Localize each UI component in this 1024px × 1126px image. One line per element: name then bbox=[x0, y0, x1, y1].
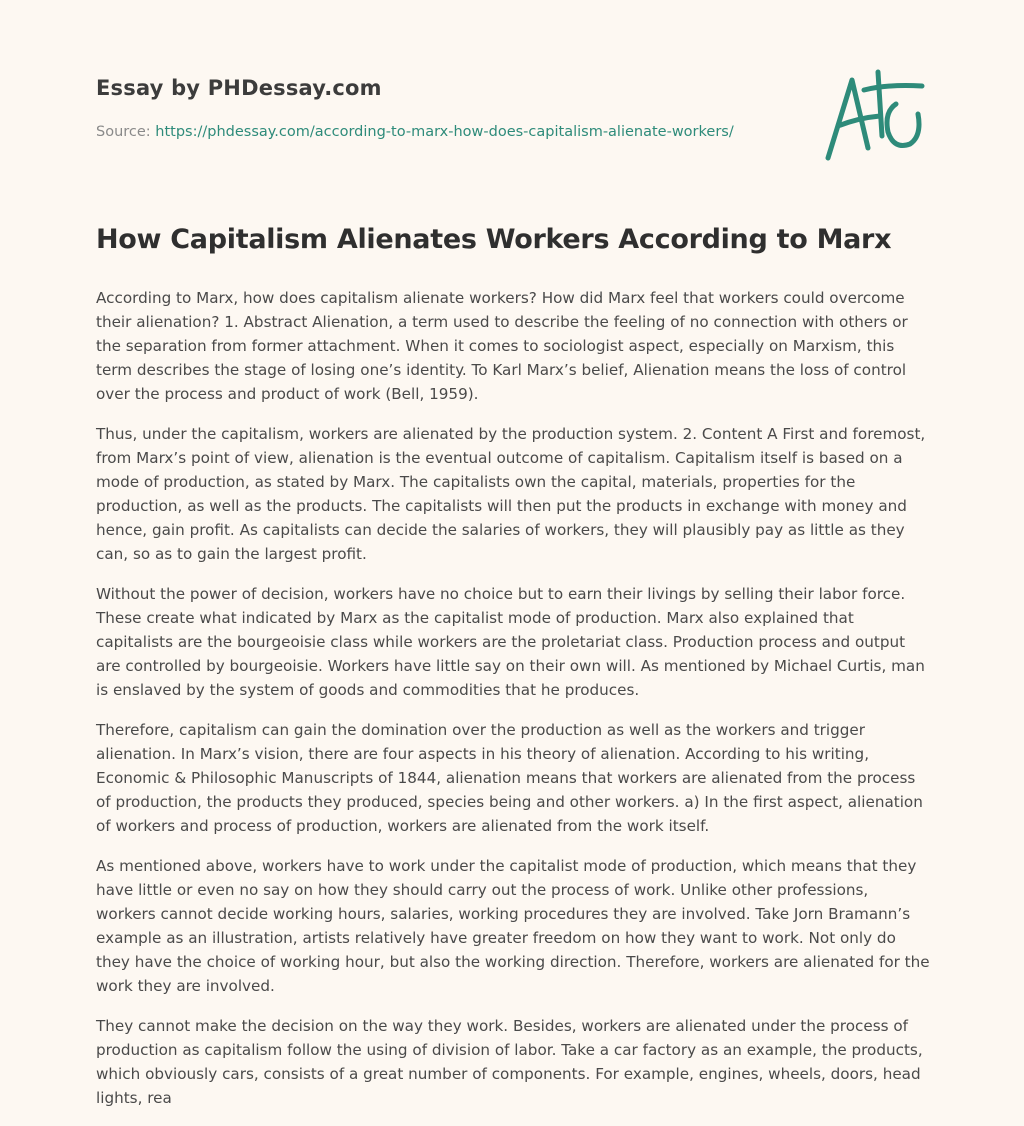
essay-paragraph: According to Marx, how does capitalism alienate workers? How did Marx feel that workers could overcome their alienation? 1. Abstract Alienation, a term used to describe the feeling of no connection with others or the separation from former attachment. When it comes to sociologist aspect, especially on Marxism, this term describes the stage of losing one’s identity. To Karl Marx’s belief, Alienation means the loss of control over the process and product of work (Bell, 1959). bbox=[96, 289, 908, 403]
source-label: Source: bbox=[96, 124, 151, 140]
essay-title: How Capitalism Alienates Workers According to Marx bbox=[96, 224, 892, 255]
essay-paragraph: They cannot make the decision on the way they work. Besides, workers are alienated under the process of production as capitalism follow the using of division of labor. Take a car factory as an example, the products, which obviously cars, consists of a great number of components. For example, engines, wheels, doors, head lights, rea bbox=[96, 1017, 923, 1107]
essay-paragraph: As mentioned above, workers have to work under the capitalist mode of production, which means that they have little or even no say on how they should carry out the process of work. Unlike other professions, workers cannot decide working hours, salaries, working procedures they are involved. Take Jorn Bramann’s example as an illustration, artists relatively have greater freedom on how they want to work. Not only do they have the choice of working hour, but also the working direction. Therefore, workers are alienated for the work they are involved. bbox=[96, 857, 930, 995]
essay-paragraph: Therefore, capitalism can gain the domination over the production as well as the workers and trigger alienation. In Marx’s vision, there are four aspects in his theory of alienation. According to his writing, Economic & Philosophic Manuscripts of 1844, alienation means that workers are alienated from the process of production, the products they produced, species being and other workers. a) In the first aspect, alienation of workers and process of production, workers are alienated from the work itself. bbox=[96, 721, 923, 835]
site-brand: Essay by PHDessay.com bbox=[96, 76, 382, 100]
essay-paragraph: Thus, under the capitalism, workers are alienated by the production system. 2. Content A First and foremost, from Marx’s point of view, alienation is the eventual outcome of capitalism. Capitalism itself is based on a mode of production, as stated by Marx. The capitalists own the capital, materials, properties for the production, as well as the products. The capitalists will then put the products in exchange with money and hence, gain profit. As capitalists can decide the salaries of workers, they will plausibly pay as little as they can, so as to gain the largest profit. bbox=[96, 425, 926, 563]
source-link[interactable]: https://phdessay.com/according-to-marx-how-does-capitalism-alienate-workers/ bbox=[155, 124, 734, 140]
a-plus-grade-icon bbox=[818, 66, 928, 166]
essay-body bbox=[96, 286, 932, 1126]
page-header bbox=[0, 0, 1024, 200]
source-line bbox=[96, 124, 734, 140]
essay-paragraph: Without the power of decision, workers have no choice but to earn their livings by selling their labor force. These create what indicated by Marx as the capitalist mode of production. Marx also explained that capitalists are the bourgeoisie class while workers are the proletariat class. Production process and output are controlled by bourgeoisie. Workers have little say on their own will. As mentioned by Michael Curtis, man is enslaved by the system of goods and commodities that he produces. bbox=[96, 585, 925, 699]
